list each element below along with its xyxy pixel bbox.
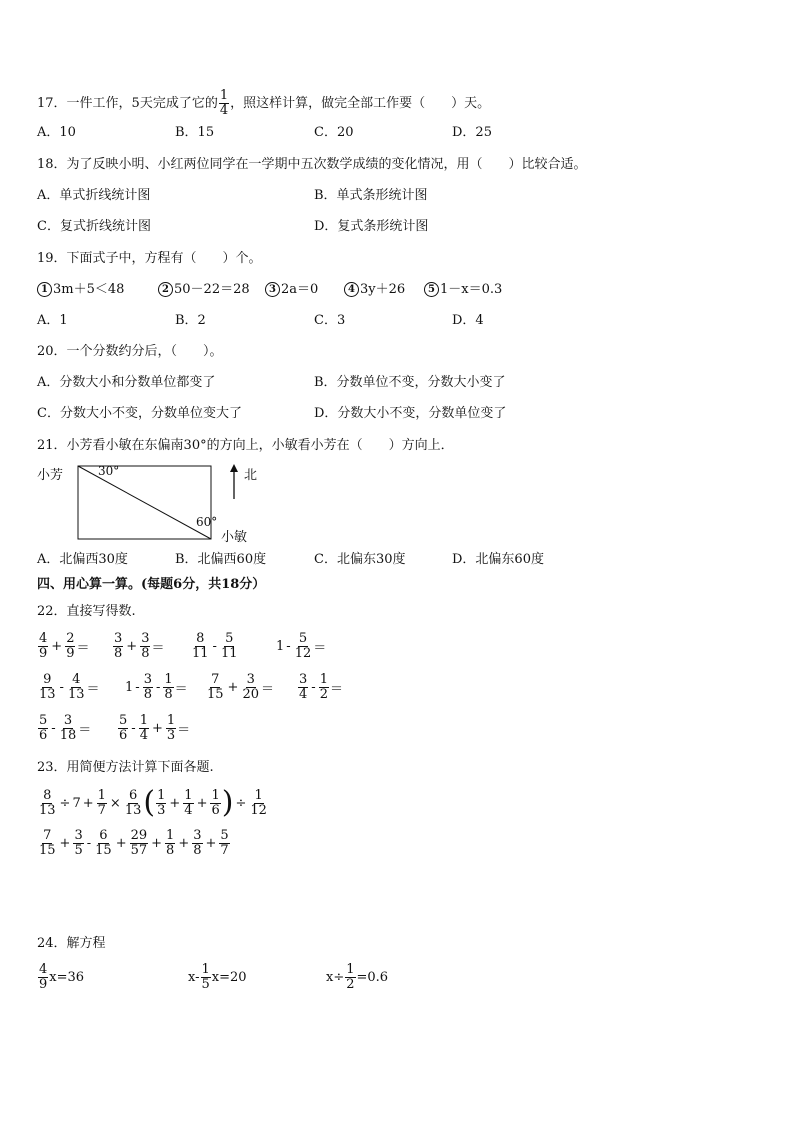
q22-expr-1: $\frac{4}{9}$ + $\frac{2}{9}$ ＝ xyxy=(39,631,90,661)
q19-option-d[interactable]: D．4 xyxy=(452,313,484,328)
question-21: 21．小芳看小敏在东偏南30°的方向上，小敏看小芳在（ ）方向上． xyxy=(37,438,454,453)
north-arrow-icon xyxy=(228,464,240,500)
q17-option-d[interactable]: D．25 xyxy=(452,125,492,140)
q20-option-a[interactable]: A．分数大小和分数单位都变了 xyxy=(37,375,216,390)
q24-eq-2: x- $\frac{1}{5}$ x=20 xyxy=(188,962,247,992)
q22-expr-6: 1 - $\frac{3}{8}$ - $\frac{1}{8}$ ＝ xyxy=(125,672,188,702)
q19-option-b[interactable]: B．2 xyxy=(175,313,206,328)
fraction: $\frac{1}{4}$ xyxy=(219,88,229,118)
q19-option-c[interactable]: C．3 xyxy=(314,313,346,328)
question-18: 18．为了反映小明、小红两位同学在一学期中五次数学成绩的变化情况，用（ ）比较合适。 xyxy=(37,157,587,172)
q19-item-2: 2 50－22＝28 xyxy=(158,281,250,299)
q20-option-d[interactable]: D．分数大小不变，分数单位变了 xyxy=(314,406,507,421)
q22-expr-3: $\frac{8}{11}$ - $\frac{5}{11}$ xyxy=(192,631,238,661)
label-xiaofang: 小芳 xyxy=(37,468,64,483)
label-xiaomin: 小敏 xyxy=(221,530,248,545)
q24-eq-3: x÷ $\frac{1}{2}$ =0.6 xyxy=(326,962,389,992)
angle-60: 60° xyxy=(196,515,218,529)
q18-option-a[interactable]: A．单式折线统计图 xyxy=(37,188,151,203)
question-17 xyxy=(37,89,490,118)
q18-option-c[interactable]: C．复式折线统计图 xyxy=(37,219,151,234)
q24-eq-1: $\frac{4}{9}$ x=36 xyxy=(39,962,85,992)
q22-expr-4: 1 - $\frac{5}{12}$ ＝ xyxy=(276,631,327,661)
q20-option-b[interactable]: B．分数单位不变，分数大小变了 xyxy=(314,375,506,390)
q22-expr-5: $\frac{9}{13}$ - $\frac{4}{13}$ ＝ xyxy=(39,672,100,702)
question-24: 24．解方程 xyxy=(37,936,106,951)
q23-expr-1: $\frac{8}{13}$ ÷ 7 + $\frac{1}{7}$ × $\frac{6}{13}$ ( $\frac{1}{3}$ + $\frac{1}{4}$ + $\frac{1}{6}$ ) ÷ $\frac{1}{12}$ xyxy=(39,785,267,820)
q23-expr-2: $\frac{7}{15}$ + $\frac{3}{5}$ - $\frac{6}{15}$ + $\frac{29}{57}$ + $\frac{1}{8}$ + $\frac{3}{8}$ + $\frac{5}{7}$ xyxy=(39,828,229,858)
section-4-heading: 四、用心算一算。(每题6分，共18分） xyxy=(37,577,266,592)
q17-text-post: ，照这样计算，做完全部工作要（ ）天。 xyxy=(230,96,491,111)
label-north: 北 xyxy=(244,468,258,483)
q17-option-c[interactable]: C．20 xyxy=(314,125,354,140)
q21-option-b[interactable]: B．北偏西60度 xyxy=(175,552,267,567)
q20-option-c[interactable]: C．分数大小不变，分数单位变大了 xyxy=(37,406,242,421)
q18-option-d[interactable]: D．复式条形统计图 xyxy=(314,219,429,234)
q22-expr-10: $\frac{5}{6}$ - $\frac{1}{4}$ + $\frac{1}{3}$ ＝ xyxy=(119,713,191,743)
q21-option-c[interactable]: C．北偏东30度 xyxy=(314,552,406,567)
q19-item-5: 5 1－x＝0.3 xyxy=(424,281,502,299)
q17-option-b[interactable]: B．15 xyxy=(175,125,215,140)
q17-text-pre: 17．一件工作，5天完成了它的 xyxy=(37,96,218,111)
question-20: 20．一个分数约分后，（ ）。 xyxy=(37,344,223,359)
q21-option-a[interactable]: A．北偏西30度 xyxy=(37,552,128,567)
q22-expr-8: $\frac{3}{4}$ - $\frac{1}{2}$ ＝ xyxy=(299,672,343,702)
q22-expr-9: $\frac{5}{6}$ - $\frac{3}{18}$ ＝ xyxy=(39,713,92,743)
question-23: 23．用简便方法计算下面各题. xyxy=(37,760,214,775)
question-19: 19．下面式子中，方程有（ ）个。 xyxy=(37,251,262,266)
q22-expr-7: $\frac{7}{15}$ + $\frac{3}{20}$ ＝ xyxy=(207,672,275,702)
q22-expr-2: $\frac{3}{8}$ + $\frac{3}{8}$ ＝ xyxy=(114,631,165,661)
question-22: 22．直接写得数. xyxy=(37,604,136,619)
q18-option-b[interactable]: B．单式条形统计图 xyxy=(314,188,428,203)
q21-option-d[interactable]: D．北偏东60度 xyxy=(452,552,544,567)
q17-option-a[interactable]: A．10 xyxy=(37,125,76,140)
angle-30: 30° xyxy=(98,464,120,478)
q19-option-a[interactable]: A．1 xyxy=(37,313,68,328)
q19-item-4: 4 3y＋26 xyxy=(344,281,405,299)
direction-diagram xyxy=(74,462,224,544)
q19-item-1: 1 3m＋5＜48 xyxy=(37,281,124,299)
q19-item-3: 3 2a＝0 xyxy=(265,281,318,299)
